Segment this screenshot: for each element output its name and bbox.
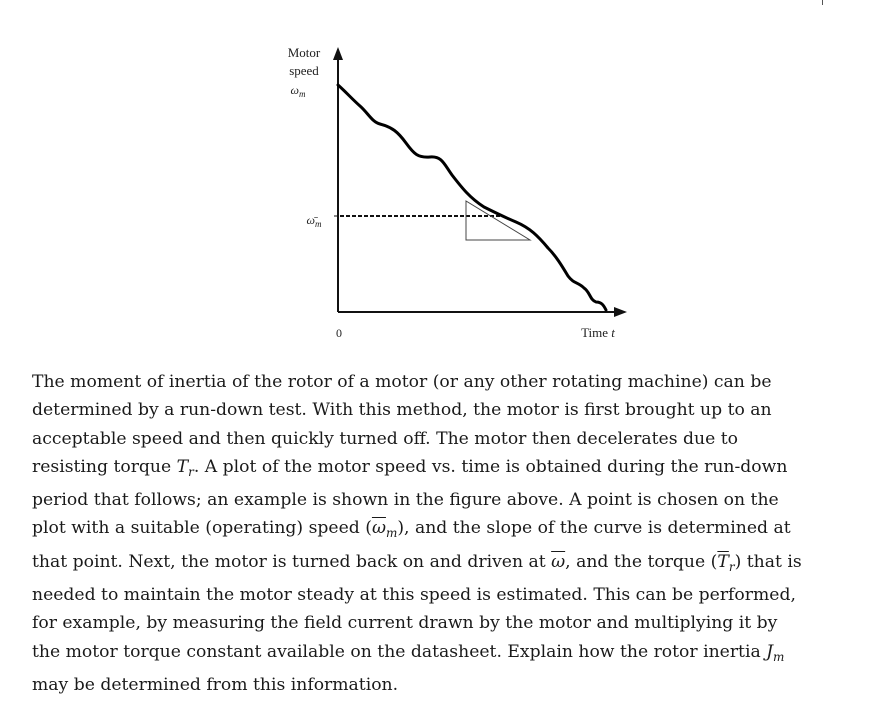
text-line-10: [32, 638, 868, 671]
text-segment: for example, by measuring the field current drawn by the motor and multiplying it by: [32, 613, 778, 634]
text-segment: acceptable speed and then quickly turned off. The motor then decelerates due to: [32, 428, 738, 449]
text-segment: may be determined from this information.: [32, 674, 399, 695]
text-line-1: [32, 368, 868, 396]
text-segment: plot with a suitable (operating) speed (: [32, 518, 372, 539]
slope-triangle: [466, 201, 530, 240]
rotor-inertia-subscript: m: [773, 649, 785, 664]
problem-statement: [32, 368, 868, 699]
text-line-11: [32, 671, 868, 699]
text-line-5: [32, 486, 868, 514]
text-line-7: [32, 548, 868, 581]
torque-symbol: $\overline{T}$: [717, 551, 729, 572]
y-axis-label-line1: Motor: [287, 45, 321, 60]
text-segment: ), and the slope of the curve is determined at: [397, 518, 791, 539]
y-axis-label-line2: speed: [289, 63, 319, 78]
resisting-torque-symbol: T: [176, 456, 189, 477]
text-line-9: [32, 609, 868, 637]
text-line-8: [32, 581, 868, 609]
text-segment: period that follows; an example is shown in the figure above. A point is chosen on the: [32, 490, 779, 511]
y-axis-symbol: ωm: [290, 83, 306, 99]
text-line-4: [32, 453, 868, 486]
text-segment: the motor torque constant available on the datasheet. Explain how the rotor inertia: [32, 641, 767, 662]
x-axis-arrowhead: [614, 307, 627, 317]
y-axis-arrowhead: [333, 47, 343, 60]
text-line-6: [32, 514, 868, 547]
rundown-speed-curve: [338, 85, 606, 310]
x-axis-label: Time t: [581, 325, 615, 340]
text-line-3: [32, 425, 868, 453]
rotor-inertia-symbol: J: [766, 641, 774, 662]
text-segment: . A plot of the motor speed vs. time is obtained during the run-down: [193, 456, 788, 477]
text-segment: The moment of inertia of the rotor of a motor (or any other rotating machine) can be: [32, 372, 772, 392]
operating-speed-subscript: m: [385, 526, 398, 541]
torque-subscript: r: [728, 559, 735, 574]
operating-speed-symbol: $\overline{\omega}$: [371, 518, 386, 539]
operating-speed-label: ω̄m: [306, 213, 322, 229]
speed-symbol: $\overline{\omega}$: [551, 551, 566, 572]
origin-label: 0: [336, 326, 342, 340]
text-segment: resisting torque: [32, 456, 177, 477]
resisting-torque-subscript: r: [188, 464, 194, 479]
text-segment: needed to maintain the motor steady at this speed is estimated. This can be performed,: [32, 585, 796, 606]
text-segment: that point. Next, the motor is turned back on and driven at: [32, 551, 552, 572]
text-segment: , and the torque (: [565, 551, 718, 572]
text-segment: determined by a run-down test. With this method, the motor is first brought up to an: [32, 400, 772, 421]
text-line-2: [32, 396, 868, 424]
text-segment: ) that is: [734, 551, 802, 572]
